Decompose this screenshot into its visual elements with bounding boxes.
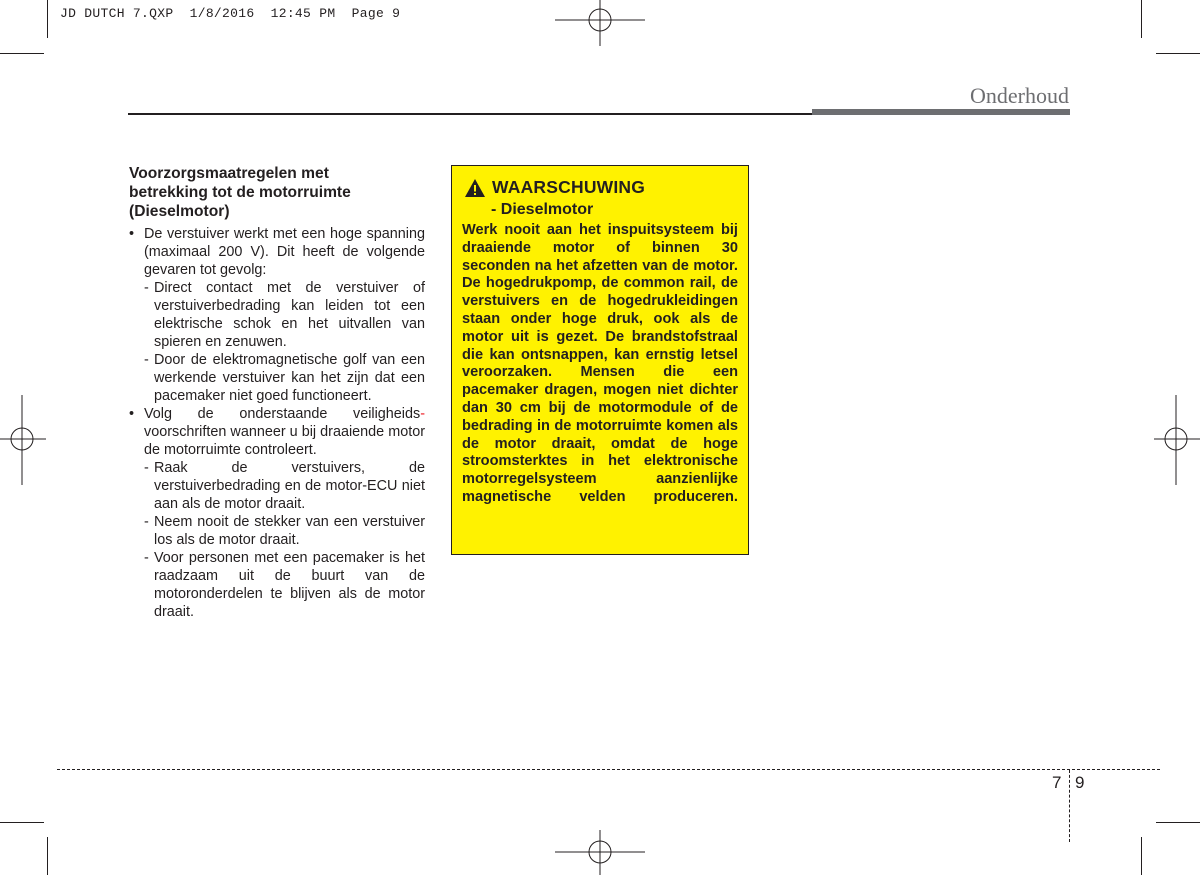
precautions-column xyxy=(129,164,425,621)
header-rule xyxy=(128,113,812,115)
print-header: JD DUTCH 7.QXP 1/8/2016 12:45 PM Page 9 xyxy=(60,6,401,21)
registration-mark-bottom-icon xyxy=(555,830,645,875)
precautions-heading: Voorzorgsmaatregelen met betrekking tot de motorruimte (Dieselmotor) xyxy=(129,165,351,220)
warning-subtitle: - Dieselmotor xyxy=(491,201,594,218)
dash-item: - Door de elektromagnetische golf van een werkende verstuiver kan het zijn dat een pacemaker niet goed functioneert. xyxy=(144,352,425,404)
bullet-mark: • xyxy=(129,406,135,422)
warning-box xyxy=(451,165,749,555)
registration-mark-left-icon xyxy=(0,395,46,485)
bullet-item: • Volg de onderstaande veiligheids- voorschriften wanneer u bij draaiende motor de motorruimte controleert. xyxy=(129,406,425,458)
dash-item: - Raak de verstuivers, de verstuiverbedrading en de motor-ECU niet aan als de motor draait. xyxy=(144,460,425,512)
dash-item: - Voor personen met een pacemaker is het raadzaam uit de buurt van de motoronderdelen te blijven als de motor draait. xyxy=(144,550,425,620)
bullet-item: • De verstuiver werkt met een hoge spanning (maximaal 200 V). Dit heeft de volgende gevaren tot gevolg: xyxy=(129,226,425,278)
warning-title: WAARSCHUWING xyxy=(492,177,646,197)
header-rule-accent xyxy=(812,109,1070,115)
dash-item: - Neem nooit de stekker van een verstuiver los als de motor draait. xyxy=(144,514,425,548)
dash-item: - Direct contact met de verstuiver of verstuiverbedrading kan leiden tot een elektrische schok en het uitvallen van spieren en zenuwen. xyxy=(144,280,425,350)
page-number: 9 xyxy=(1075,773,1085,792)
hyphenation-mark: - xyxy=(420,406,425,422)
registration-mark-top-icon xyxy=(555,0,645,46)
warning-body: Werk nooit aan het inspuitsysteem bij draaiende motor of binnen 30 seconden na het afzetten van de motor. De hogedrukpomp, de common rail, de verstuivers en de hogedrukleidingen staan onder hoge druk, ook als de motor uit is gezet. De brandstofstraal die kan ontsnappen, kan ernstig letsel veroorzaken. Mensen die een pacemaker dragen, mogen niet dichter dan 30 cm bij de motormodule of de bedrading in de motorruimte komen als de motor draait, omdat de hoge stroomsterktes in het elektronische motorregelsysteem aanzienlijke magnetische velden produceren. xyxy=(462,222,738,505)
page-number-separator xyxy=(1069,770,1070,842)
warning-title-row xyxy=(464,177,645,198)
footer-rule xyxy=(57,769,1160,770)
bullet-mark: • xyxy=(129,226,135,242)
warning-triangle-icon xyxy=(464,178,486,198)
registration-mark-right-icon xyxy=(1154,395,1200,485)
section-title: Onderhoud xyxy=(970,83,1069,108)
chapter-number: 7 xyxy=(1052,773,1062,792)
